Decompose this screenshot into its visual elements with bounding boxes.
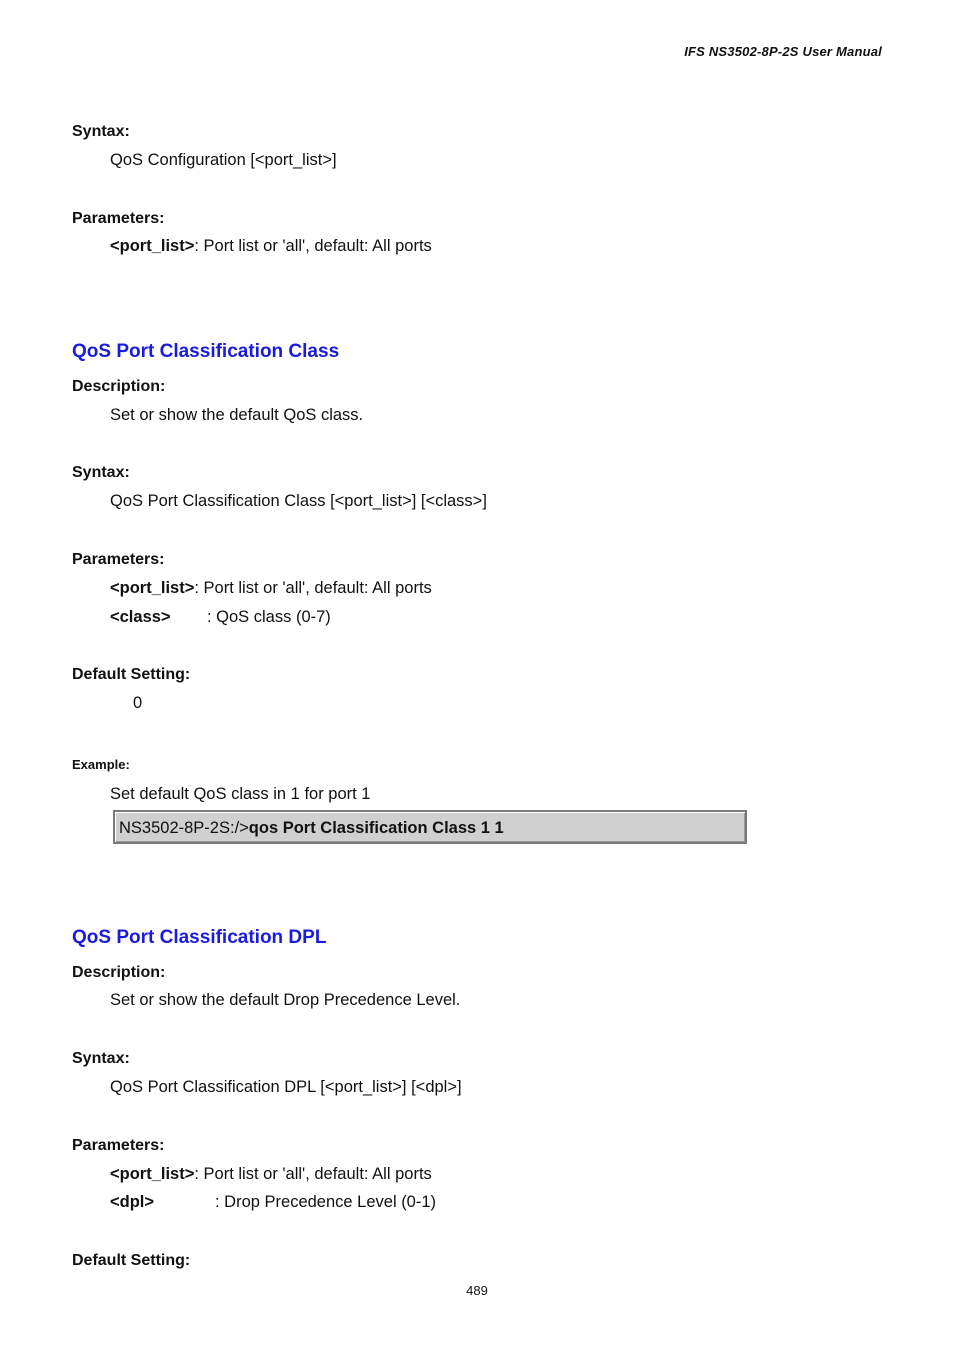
param-name: <dpl>	[110, 1193, 155, 1211]
syntax-text: QoS Configuration [<port_list>]	[110, 151, 337, 169]
syntax-label: Syntax:	[72, 1050, 130, 1067]
syntax-label: Syntax:	[72, 464, 130, 481]
description-label: Description:	[72, 964, 166, 981]
param-desc: : Port list or 'all', default: All ports	[194, 1165, 432, 1183]
description-label: Description:	[72, 378, 166, 395]
param-desc: : Drop Precedence Level (0-1)	[215, 1193, 437, 1211]
param-row	[110, 608, 331, 627]
description-text: Set or show the default Drop Precedence Level.	[110, 991, 461, 1009]
description-text: Set or show the default QoS class.	[110, 406, 364, 424]
param-row	[110, 1165, 432, 1184]
param-name: <port_list>	[110, 579, 195, 597]
default-setting-label: Default Setting:	[72, 666, 191, 683]
syntax-label: Syntax:	[72, 123, 130, 140]
example-label: Example:	[72, 757, 130, 772]
param-desc: : Port list or 'all', default: All ports	[194, 579, 432, 597]
param-desc: : Port list or 'all', default: All ports	[194, 237, 432, 255]
page-number: 489	[466, 1283, 488, 1298]
syntax-text: QoS Port Classification DPL [<port_list>] [<dpl>]	[110, 1078, 462, 1096]
default-setting-label: Default Setting:	[72, 1252, 191, 1269]
example-text: Set default QoS class in 1 for port 1	[110, 785, 371, 803]
example-code-line	[119, 819, 504, 838]
param-name: <class>	[110, 608, 171, 626]
param-desc: : QoS class (0-7)	[207, 608, 331, 626]
param-row	[110, 579, 432, 598]
example-code-box	[113, 810, 747, 844]
default-value: 0	[133, 694, 143, 712]
section-title-dpl: QoS Port Classification DPL	[72, 927, 327, 948]
code-command: qos Port Classification Class 1 1	[248, 819, 504, 837]
code-prompt: NS3502-8P-2S:/>	[119, 819, 249, 837]
syntax-text: QoS Port Classification Class [<port_list>] [<class>]	[110, 492, 487, 510]
param-row	[110, 1193, 436, 1212]
parameters-label: Parameters:	[72, 551, 165, 568]
manual-header: IFS NS3502-8P-2S User Manual	[684, 44, 882, 59]
param-name: <port_list>	[110, 1165, 195, 1183]
section-title-class: QoS Port Classification Class	[72, 341, 340, 362]
parameters-label: Parameters:	[72, 1137, 165, 1154]
param-name: <port_list>	[110, 237, 195, 255]
parameters-label: Parameters:	[72, 210, 165, 227]
param-row	[110, 237, 432, 256]
